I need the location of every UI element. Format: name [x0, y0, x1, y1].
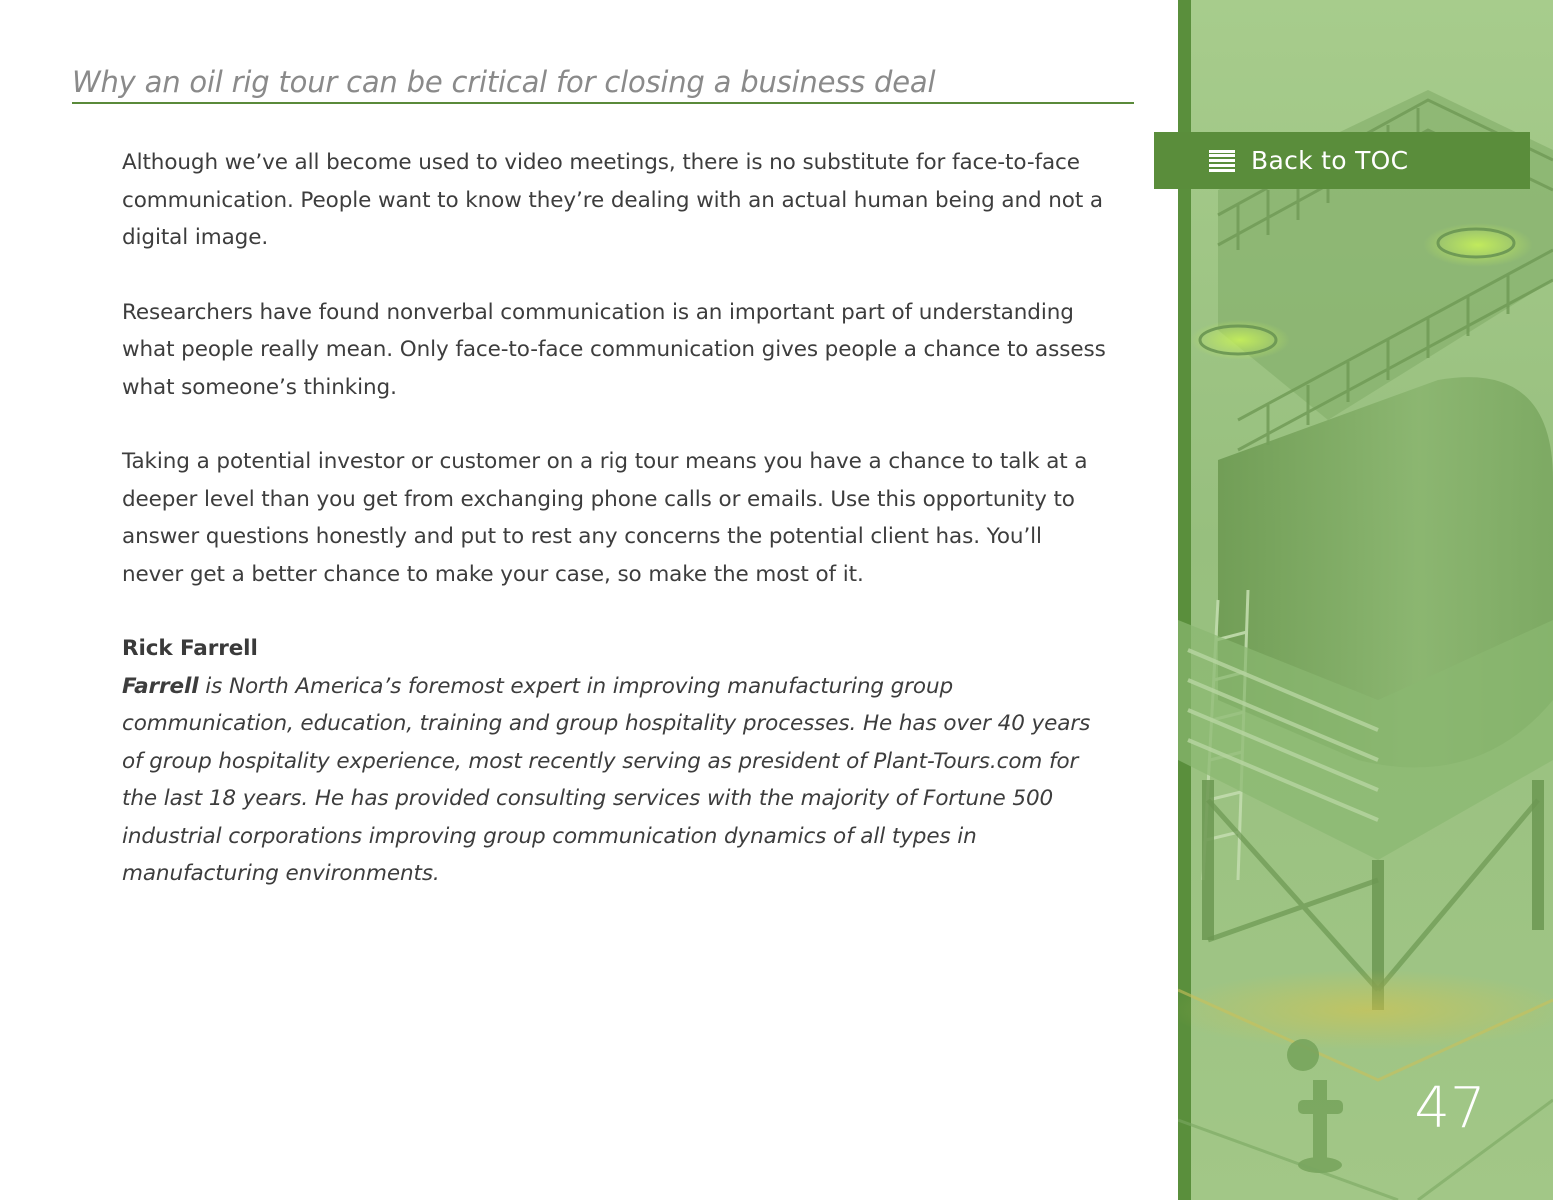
- back-to-toc-button[interactable]: [1154, 132, 1530, 189]
- paragraph-1: Although we’ve all become used to video meetings, there is no substitute for face-to-face communication. People want to know they’re dealing with an actual human being and not a digital image.: [122, 150, 1104, 250]
- paragraph-2: Researchers have found nonverbal communication is an important part of understanding what people really mean. Only face-to-face communication gives people a chance to assess what someone’s thinking.: [122, 299, 1106, 400]
- author-name: Rick Farrell: [122, 636, 258, 661]
- author-bio-text: is North America’s foremost expert in improving manufacturing group communication, education, training and group hospitality processes. He has over 40 years of group hospitality experience, most recently serving as president of Plant-Tours.com for the last 18 years. He has provided consulting services with the majority of Fortune 500 industrial corporations improving group communication dynamics of all types in manufacturing environments.: [122, 673, 1091, 886]
- page-header: [72, 64, 1134, 104]
- paragraph-3: Taking a potential investor or customer on a rig tour means you have a chance to talk at a deeper level than you get from exchanging phone calls or emails. Use this opportunity to answer questions honestly and put to rest any concerns the potential client has. You’ll never get a better chance to make your case, so make the most of it.: [122, 449, 1088, 587]
- author-bio-lead: Farrell: [122, 673, 199, 699]
- back-to-toc-label: Back to TOC: [1251, 146, 1409, 175]
- author-bio: [122, 668, 1107, 893]
- list-icon: [1209, 150, 1235, 172]
- page-number: 47: [1414, 1076, 1486, 1141]
- page-title: Why an oil rig tour can be critical for closing a business deal: [72, 65, 936, 99]
- article-body: [122, 144, 1107, 893]
